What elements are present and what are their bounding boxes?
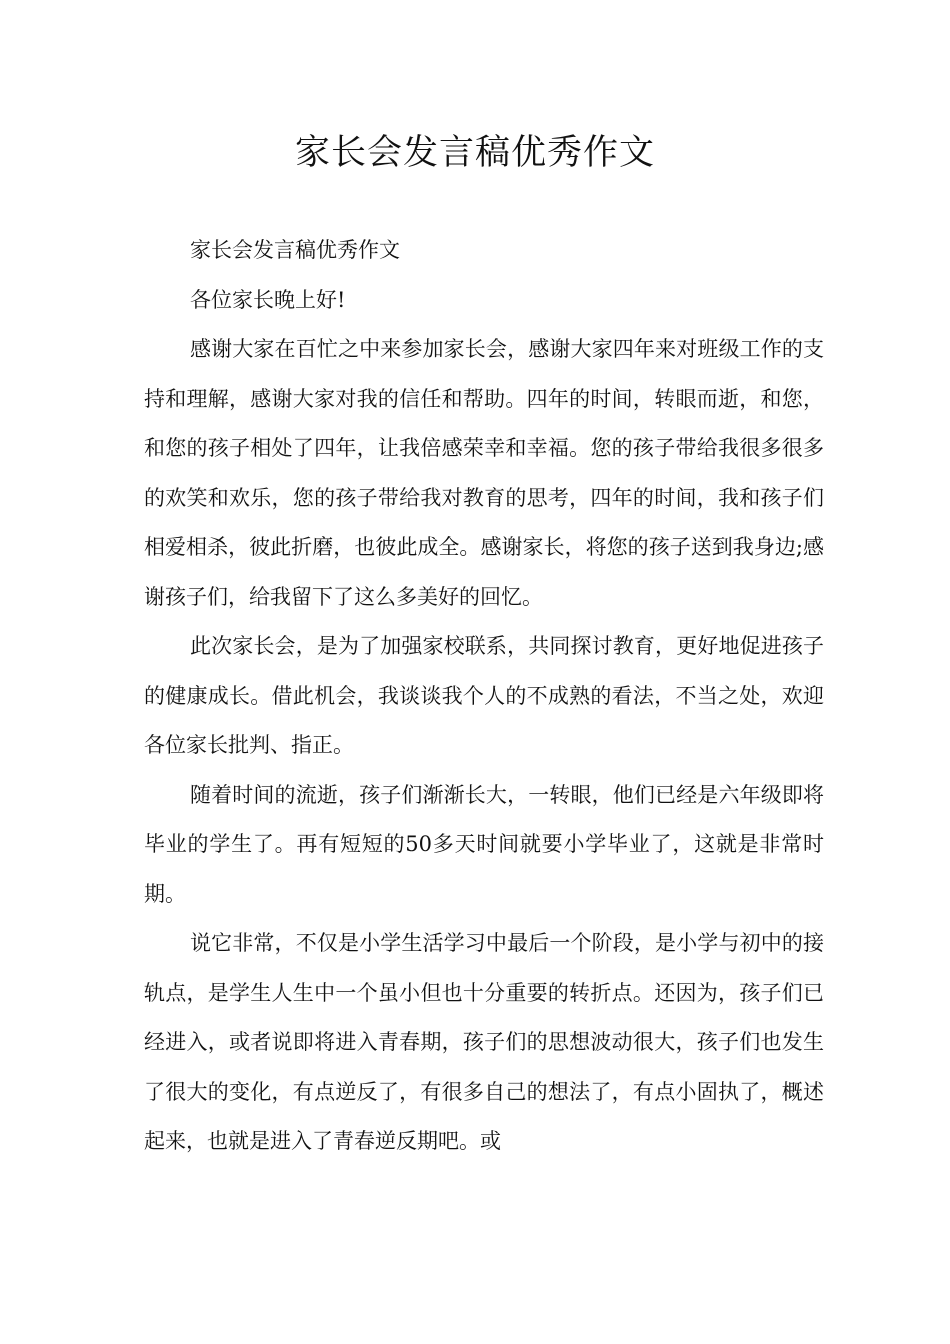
document-body [144,226,824,1167]
paragraph-time: 随着时间的流逝，孩子们渐渐长大，一转眼，他们已经是六年级即将毕业的学生了。再有短短的50多天时间就要小学毕业了，这就是非常时期。 [144,782,824,906]
paragraph-greeting: 各位家长晚上好! [190,287,346,312]
paragraph-special-period: 说它非常，不仅是小学生活学习中最后一个阶段，是小学与初中的接轨点，是学生人生中一个虽小但也十分重要的转折点。还因为，孩子们已经进入，或者说即将进入青春期，孩子们的思想波动很大，孩子们也发生了很大的变化，有点逆反了，有很多自己的想法了，有点小固执了，概述起来，也就是进入了青春逆反期吧。或 [144,931,824,1153]
paragraph-thanks: 感谢大家在百忙之中来参加家长会，感谢大家四年来对班级工作的支持和理解，感谢大家对我的信任和帮助。四年的时间，转眼而逝，和您，和您的孩子相处了四年，让我倍感荣幸和幸福。您的孩子带给我很多很多的欢笑和欢乐，您的孩子带给我对教育的思考，四年的时间，我和孩子们相爱相杀，彼此折磨，也彼此成全。感谢家长，将您的孩子送到我身边;感谢孩子们，给我留下了这么多美好的回忆。 [144,337,824,609]
document-title: 家长会发言稿优秀作文 [294,133,655,173]
paragraph-heading-repeat: 家长会发言稿优秀作文 [190,238,400,262]
paragraph-purpose: 此次家长会，是为了加强家校联系，共同探讨教育，更好地促进孩子的健康成长。借此机会，我谈谈我个人的不成熟的看法，不当之处，欢迎各位家长批判、指正。 [144,634,824,757]
